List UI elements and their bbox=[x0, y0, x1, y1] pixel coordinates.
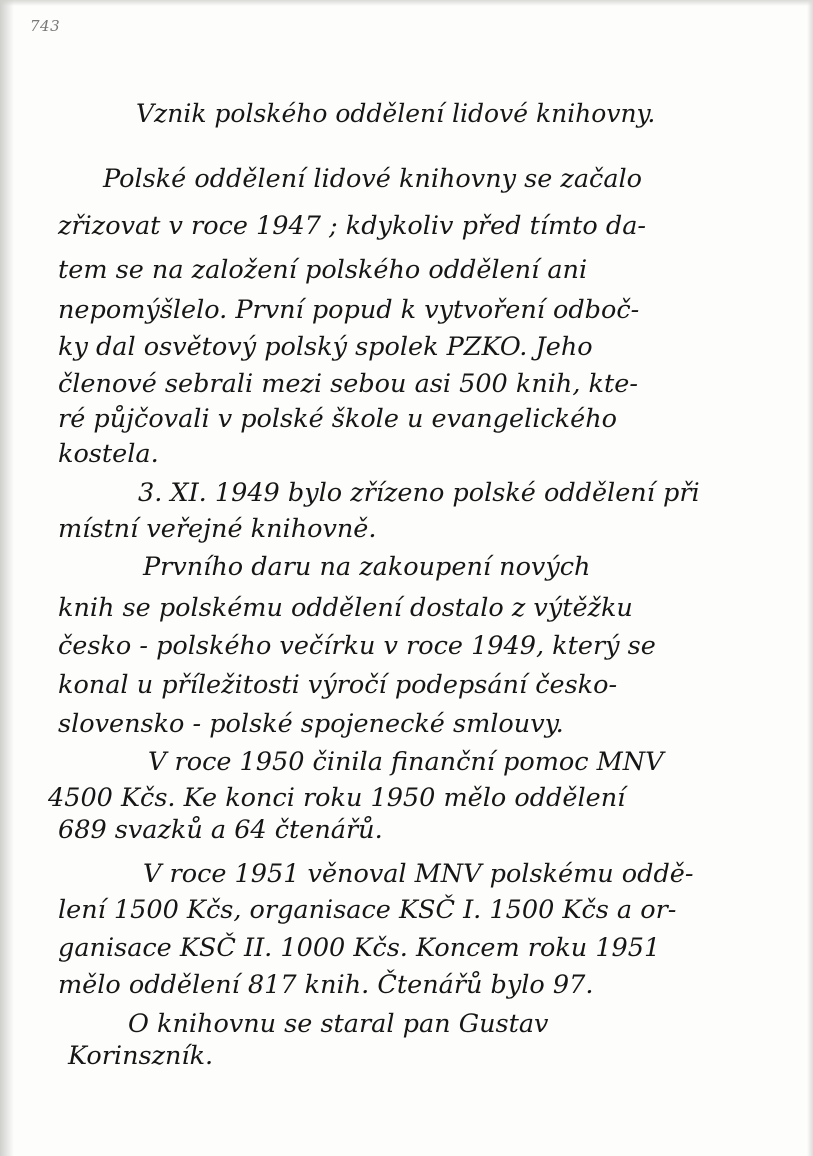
text-line: knih se polskému oddělení dostalo z výtěžku bbox=[58, 593, 633, 623]
text-line: lení 1500 Kčs, organisace KSČ I. 1500 Kčs a or- bbox=[58, 895, 677, 925]
scan-edge-right bbox=[807, 0, 813, 1156]
text-line: 689 svazků a 64 čtenářů. bbox=[58, 815, 383, 845]
text-line: tem se na založení polského oddělení ani bbox=[58, 255, 588, 285]
text-line: ky dal osvětový polský spolek PZKO. Jeho bbox=[58, 332, 593, 362]
text-line: O knihovnu se staral pan Gustav bbox=[128, 1009, 549, 1039]
text-line: ganisace KSČ II. 1000 Kčs. Koncem roku 1951 bbox=[58, 933, 661, 963]
scan-edge-left bbox=[0, 0, 14, 1156]
text-line: nepomýšlelo. První popud k vytvoření odboč- bbox=[58, 295, 640, 325]
text-line: konal u příležitosti výročí podepsání česko- bbox=[58, 670, 618, 700]
text-line: kostela. bbox=[58, 439, 159, 469]
text-line: 4500 Kčs. Ke konci roku 1950 mělo oddělení bbox=[48, 783, 626, 813]
text-line: Prvního daru na zakoupení nových bbox=[143, 552, 591, 582]
document-title: Vznik polského oddělení lidové knihovny. bbox=[136, 99, 656, 128]
page-number: 743 bbox=[30, 17, 61, 35]
text-line: členové sebrali mezi sebou asi 500 knih, kte- bbox=[58, 369, 638, 399]
text-line: zřizovat v roce 1947 ; kdykoliv před tímto da- bbox=[58, 211, 647, 241]
text-line: V roce 1951 věnoval MNV polskému oddě- bbox=[143, 859, 694, 889]
text-line: V roce 1950 činila finanční pomoc MNV bbox=[148, 747, 664, 777]
text-line: slovensko - polské spojenecké smlouvy. bbox=[58, 709, 564, 739]
text-line: Korinszník. bbox=[68, 1041, 214, 1071]
text-line: Polské oddělení lidové knihovny se začalo bbox=[103, 164, 643, 194]
text-line: místní veřejné knihovně. bbox=[58, 514, 377, 544]
text-line: mělo oddělení 817 knih. Čtenářů bylo 97. bbox=[58, 970, 594, 1000]
text-line: ré půjčovali v polské škole u evangelického bbox=[58, 404, 617, 434]
scan-edge-top bbox=[0, 0, 813, 6]
text-line: 3. XI. 1949 bylo zřízeno polské oddělení při bbox=[138, 478, 700, 508]
text-line: česko - polského večírku v roce 1949, který se bbox=[58, 631, 656, 661]
